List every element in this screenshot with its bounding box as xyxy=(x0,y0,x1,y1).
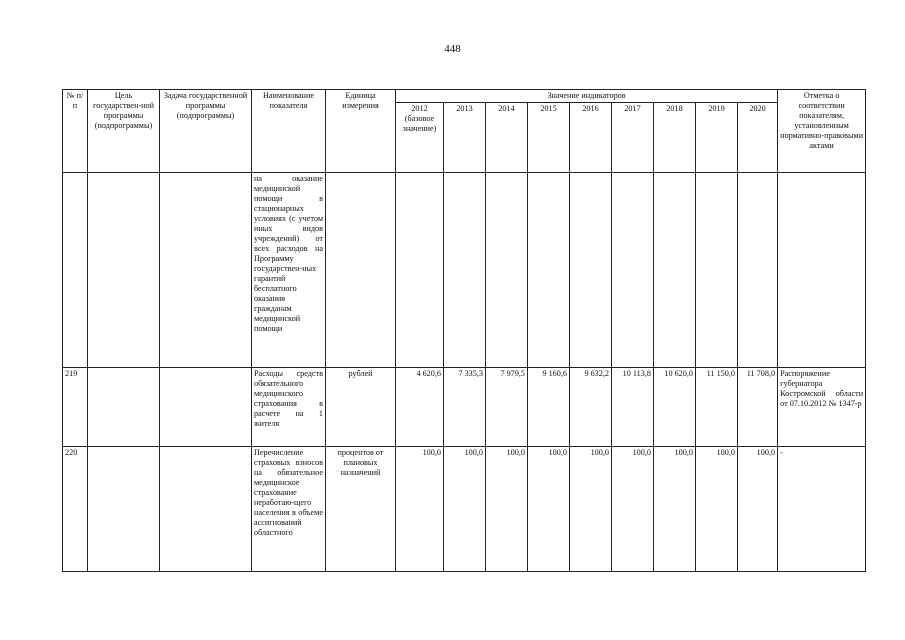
header-indicator: Наименование показателя xyxy=(252,90,326,173)
row-value: 100,0 xyxy=(696,447,738,572)
row-value xyxy=(486,173,528,368)
row-indicator: на оказание медицинской помощи в стационарных условиях (с учетом иных видов учреждений) от всех расходов на Программу государствен-ных гарантий бесплатного оказания гражданам медицинской помощи xyxy=(252,173,326,368)
row-value: 10 113,8 xyxy=(612,368,654,447)
row-value: 10 620,0 xyxy=(654,368,696,447)
table-row xyxy=(63,368,866,447)
row-unit: рублей xyxy=(326,368,396,447)
row-value xyxy=(696,173,738,368)
row-value xyxy=(654,173,696,368)
header-year: 2018 xyxy=(654,103,696,173)
header-note: Отметка о соответствии показателям, установленным нормативно-правовыми актами xyxy=(778,90,866,173)
row-task xyxy=(160,368,252,447)
row-value: 100,0 xyxy=(654,447,696,572)
row-goal xyxy=(88,368,160,447)
row-value xyxy=(396,173,444,368)
row-num: 220 xyxy=(63,447,88,572)
row-value: 100,0 xyxy=(486,447,528,572)
indicators-table xyxy=(62,89,866,572)
header-year: 2019 xyxy=(696,103,738,173)
header-year: 2013 xyxy=(444,103,486,173)
header-year: 2012 (базовое значение) xyxy=(396,103,444,173)
row-value: 100,0 xyxy=(612,447,654,572)
row-value: 11 150,0 xyxy=(696,368,738,447)
row-unit xyxy=(326,173,396,368)
row-note: Распоряжение губернатора Костромской области от 07.10.2012 № 1347-р xyxy=(778,368,866,447)
row-value: 7 979,5 xyxy=(486,368,528,447)
header-year: 2016 xyxy=(570,103,612,173)
row-value: 100,0 xyxy=(444,447,486,572)
row-indicator: Перечисление страховых взносов на обязательное медицинское страхование неработаю-щего населения в объеме ассигнований областного xyxy=(252,447,326,572)
row-goal xyxy=(88,447,160,572)
header-row-top xyxy=(63,90,866,103)
row-task xyxy=(160,447,252,572)
row-num xyxy=(63,173,88,368)
row-note: - xyxy=(778,447,866,572)
header-goal: Цель государствен-ной программы (подпрограммы) xyxy=(88,90,160,173)
row-value: 11 708,0 xyxy=(738,368,778,447)
row-value xyxy=(738,173,778,368)
page-number: 448 xyxy=(444,43,461,55)
row-task xyxy=(160,173,252,368)
row-value xyxy=(570,173,612,368)
table-row xyxy=(63,447,866,572)
row-value: 100,0 xyxy=(528,447,570,572)
row-value: 7 335,3 xyxy=(444,368,486,447)
row-goal xyxy=(88,173,160,368)
row-value xyxy=(612,173,654,368)
header-year: 2014 xyxy=(486,103,528,173)
row-value: 100,0 xyxy=(738,447,778,572)
row-note xyxy=(778,173,866,368)
row-value: 9 632,2 xyxy=(570,368,612,447)
row-indicator: Расходы средств обязательного медицинского страхования в расчете на 1 жителя xyxy=(252,368,326,447)
row-value xyxy=(528,173,570,368)
row-unit: процентов от плановых назначений xyxy=(326,447,396,572)
header-num: № п/п xyxy=(63,90,88,173)
row-value: 100,0 xyxy=(570,447,612,572)
header-task: Задача государственной программы (подпрограммы) xyxy=(160,90,252,173)
header-values-group: Значение индикаторов xyxy=(396,90,778,103)
row-value: 100,0 xyxy=(396,447,444,572)
header-year: 2015 xyxy=(528,103,570,173)
row-value: 4 620,6 xyxy=(396,368,444,447)
row-value xyxy=(444,173,486,368)
row-num: 219 xyxy=(63,368,88,447)
table-row xyxy=(63,173,866,368)
header-year: 2020 xyxy=(738,103,778,173)
header-unit: Единица измерения xyxy=(326,90,396,173)
row-value: 9 160,6 xyxy=(528,368,570,447)
header-year: 2017 xyxy=(612,103,654,173)
